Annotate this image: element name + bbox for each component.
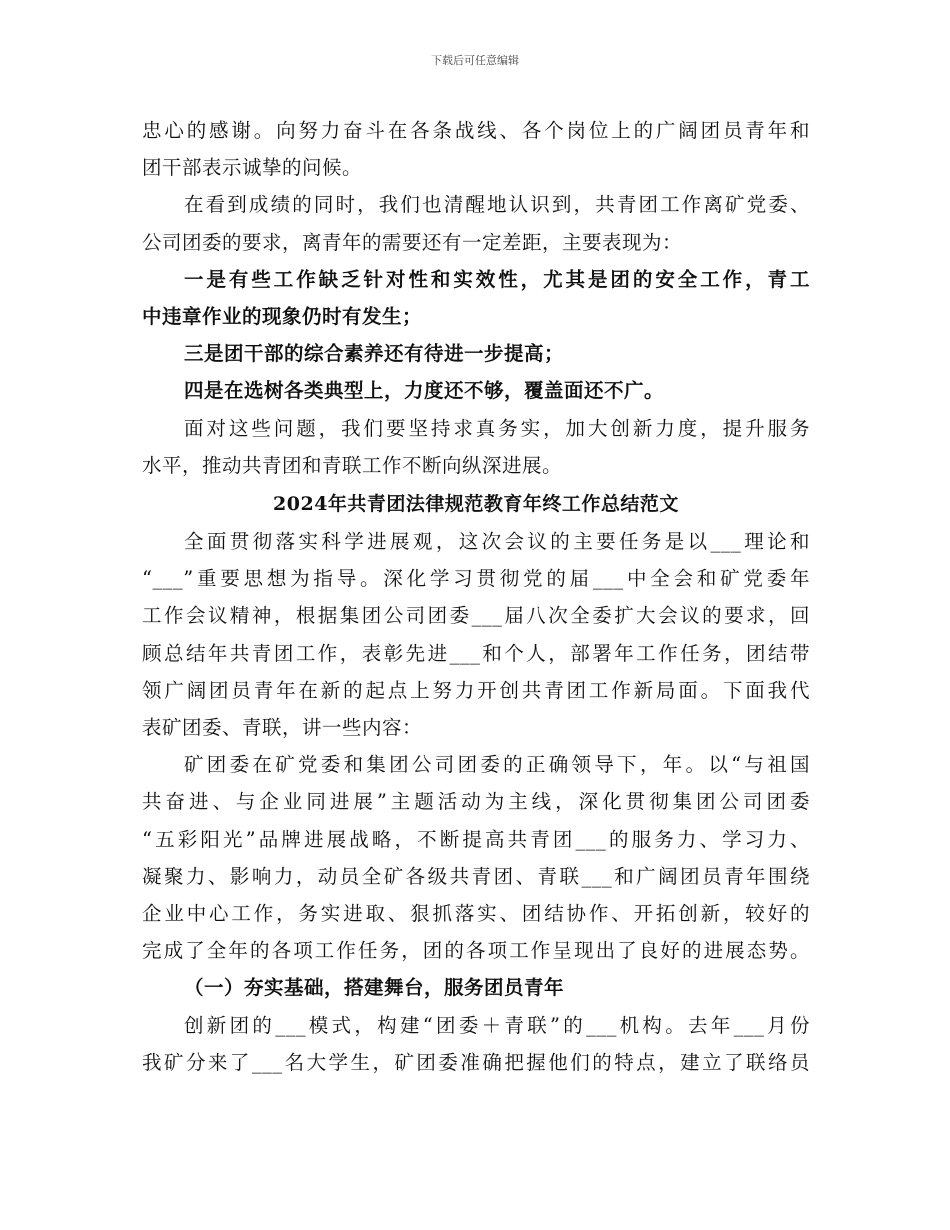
text-line: 我矿分来了___名大学生，矿团委准确把握他们的特点，建立了联络员: [142, 1050, 810, 1074]
document-body: [142, 112, 810, 1081]
text-line: 忠心的感谢。向努力奋斗在各条战线、各个岗位上的广阔团员青年和: [142, 119, 810, 142]
text-line: 创新团的___模式，构建“团委＋青联”的___机构。去年___月份: [184, 1013, 810, 1037]
text-line: 水平，推动共青团和青联工作不断向纵深进展。: [142, 453, 563, 477]
text-line: 一是有些工作缺乏针对性和实效性，尤其是团的安全工作，青工: [184, 267, 810, 291]
text-line: 公司团委的要求，离青年的需要还有一定差距，主要表现为：: [142, 230, 683, 254]
text-line: 面对这些问题，我们要坚持求真务实，加大创新力度，提升服务: [184, 416, 810, 440]
subsection-heading: （一）夯实基础，搭建舞台，服务团员青年: [184, 976, 565, 1000]
page-header-note: 下载后可任意编辑: [431, 54, 519, 67]
text-line: 四是在选树各类典型上，力度还不够，覆盖面还不广。: [184, 379, 665, 403]
text-line: 表矿团委、青联，讲一些内容：: [142, 716, 423, 739]
text-line: 共奋进、与企业同进展”主题活动为主线，深化贯彻集团公司团委: [142, 790, 810, 814]
text-line: 矿团委在矿党委和集团公司团委的正确领导下，年。以“与祖国: [184, 753, 810, 777]
text-line: 顾总结年共青团工作，表彰先进___和个人，部署年工作任务，团结带: [142, 641, 810, 665]
section-title: 2024年共青团法律规范教育年终工作总结范文: [273, 492, 679, 515]
text-line: 工作会议精神，根据集团公司团委___届八次全委扩大会议的要求，回: [142, 604, 810, 628]
text-line: 领广阔团员青年在新的起点上努力开创共青团工作新局面。下面我代: [142, 678, 810, 702]
text-line: 在看到成绩的同时，我们也清醒地认识到，共青团工作离矿党委、: [184, 193, 810, 217]
text-line: 中违章作业的现象仍时有发生；: [142, 304, 423, 328]
text-line: 全面贯彻落实科学进展观，这次会议的主要任务是以___理论和: [184, 530, 810, 554]
text-line: 三是团干部的综合素养还有待进一步提高；: [184, 342, 565, 366]
text-line: 团干部表示诚挚的问候。: [142, 156, 363, 180]
text-line: “五彩阳光”品牌进展战略，不断提高共青团___的服务力、学习力、: [142, 827, 810, 851]
text-line: “___”重要思想为指导。深化学习贯彻党的届___中全会和矿党委年: [142, 567, 810, 591]
text-line: 企业中心工作，务实进取、狠抓落实、团结协作、开拓创新，较好的: [142, 901, 810, 925]
text-line: 凝聚力、影响力，动员全矿各级共青团、青联___和广阔团员青年围绕: [142, 864, 810, 888]
text-line: 完成了全年的各项工作任务，团的各项工作呈现出了良好的进展态势。: [142, 939, 810, 963]
